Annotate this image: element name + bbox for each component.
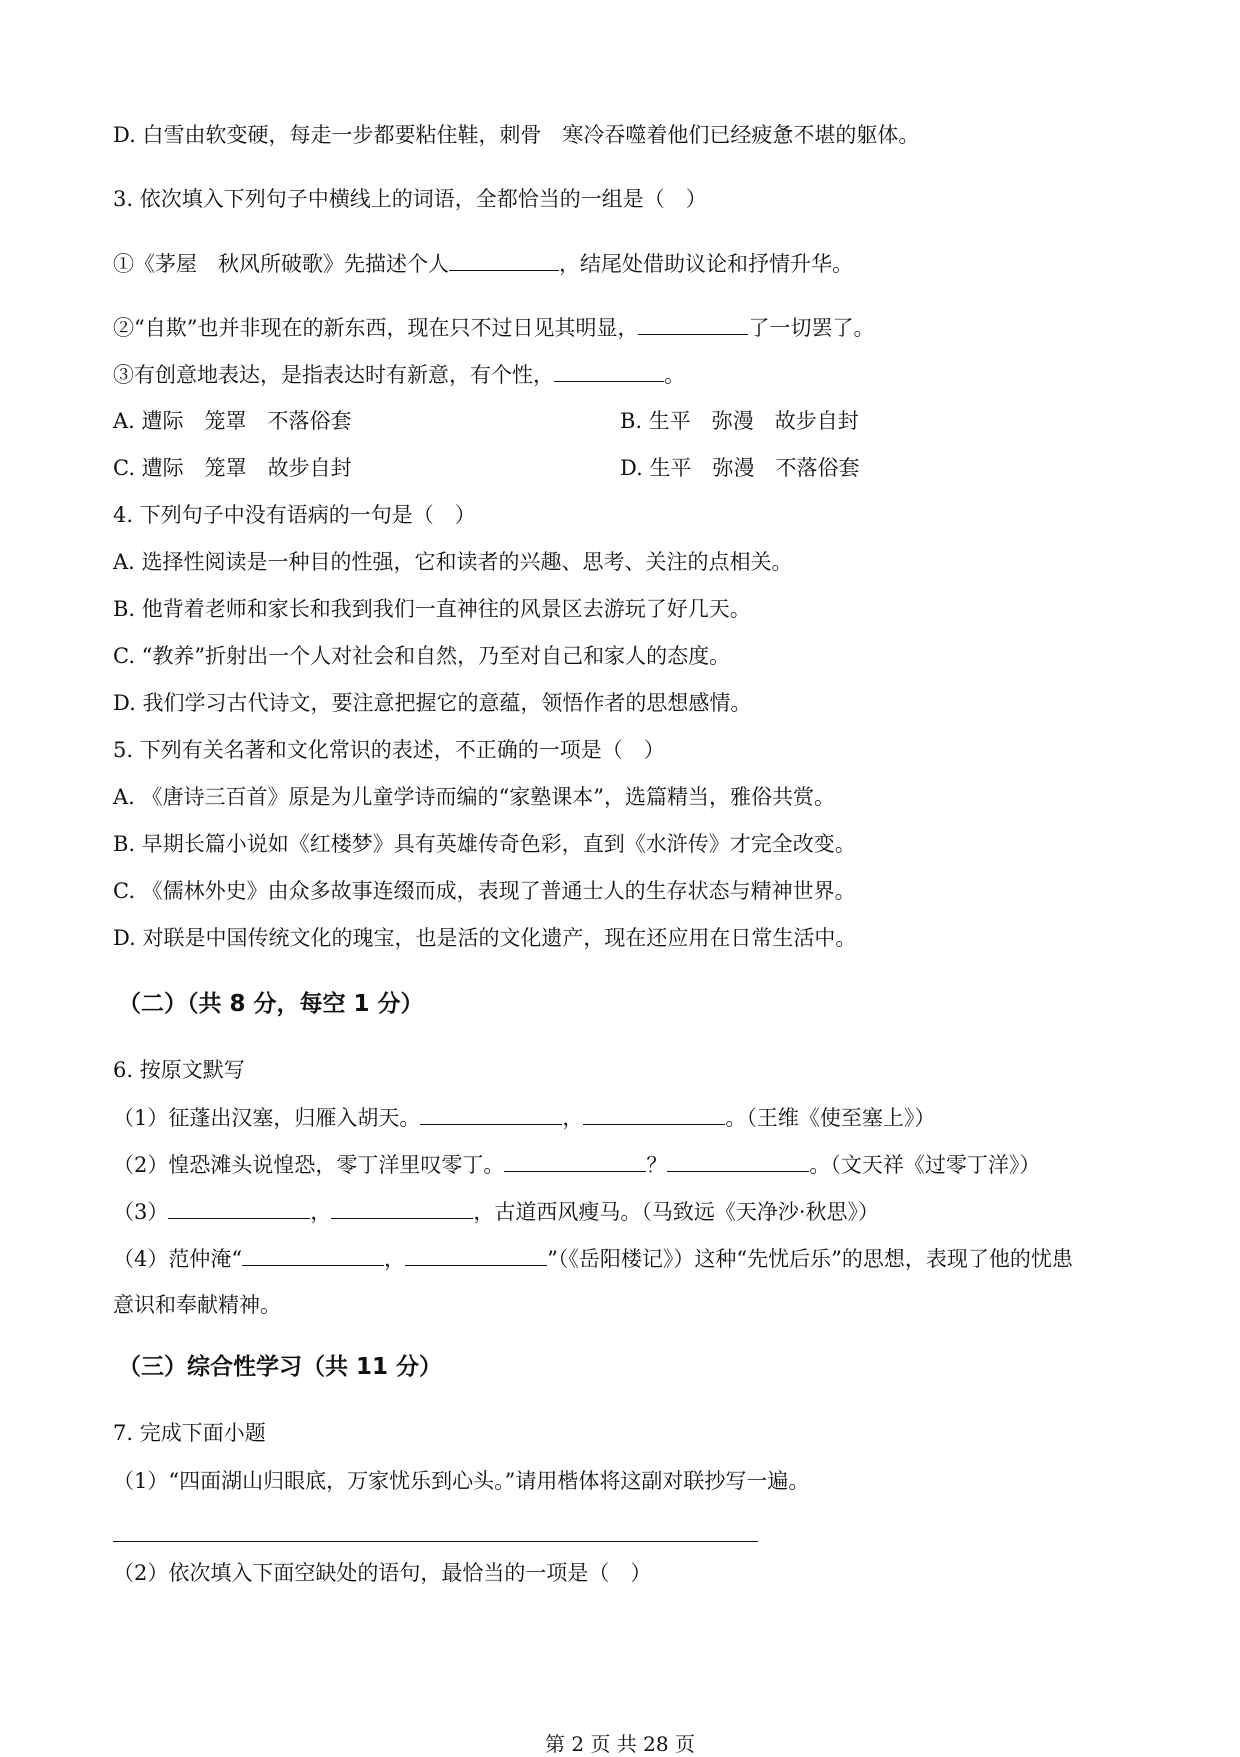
q3-option-b: B. 生平 弥漫 故步自封 [620,409,859,433]
answer-blank[interactable] [554,359,664,382]
q3-s3-before: ③有创意地表达，是指表达时有新意，有个性， [113,363,554,387]
page-footer: 第 2 页 共 28 页 [545,1732,695,1756]
q6-item-4 [113,1243,1073,1274]
q6-2-prompt: （2）惶恐滩头说惶恐，零丁洋里叹零丁。 [113,1153,505,1177]
answer-line[interactable] [113,1541,758,1542]
q3-sentence-3 [113,359,685,390]
answer-blank[interactable] [583,1102,725,1125]
q6-2-source: 。（文天祥《过零丁洋》） [809,1153,1041,1177]
q4-stem: 4. 下列句子中没有语病的一句是（ ） [113,503,476,527]
answer-blank[interactable] [168,1196,310,1219]
answer-blank[interactable] [667,1149,809,1172]
q3-option-d: D. 生平 弥漫 不落俗套 [620,456,860,480]
q3-s2-before: ②“自欺”也并非现在的新东西，现在只不过日见其明显， [113,316,639,340]
answer-blank[interactable] [242,1243,384,1266]
q5-option-d: D. 对联是中国传统文化的瑰宝，也是活的文化遗产，现在还应用在日常生活中。 [113,926,857,950]
q6-4-source: ”（《岳阳楼记》）这种“先忧后乐”的思想，表现了他的忧患 [547,1247,1073,1271]
q6-3-source: ，古道西风瘦马。（马致远《天净沙·秋思》） [473,1200,880,1224]
q6-1-source: 。（王维《使至塞上》） [725,1106,936,1130]
answer-blank[interactable] [638,312,748,335]
q7-part-2: （2）依次填入下面空缺处的语句，最恰当的一项是（ ） [113,1561,652,1585]
answer-blank[interactable] [449,248,559,271]
q7-stem: 7. 完成下面小题 [113,1421,266,1445]
answer-blank[interactable] [504,1149,646,1172]
q3-option-c: C. 遭际 笼罩 故步自封 [113,456,352,480]
q5-stem: 5. 下列有关名著和文化常识的表述，不正确的一项是（ ） [113,738,665,762]
q6-1-sep: ， [562,1106,584,1130]
q3-stem: 3. 依次填入下列句子中横线上的词语，全都恰当的一组是（ ） [113,187,707,211]
q3-sentence-2 [113,312,874,343]
q6-item-3 [113,1196,879,1227]
q6-item-2 [113,1149,1040,1180]
q4-option-c: C. “教养”折射出一个人对社会和自然，乃至对自己和家人的态度。 [113,644,731,668]
q6-4-prompt: （4）范仲淹“ [113,1247,243,1271]
q5-option-a: A. 《唐诗三百首》原是为儿童学诗而编的“家塾课本”，选篇精当，雅俗共赏。 [113,785,835,809]
q3-s1-after: ，结尾处借助议论和抒情升华。 [559,252,853,276]
section-2-heading: （二）（共 8 分，每空 1 分） [118,991,424,1017]
q6-1-prompt: （1）征蓬出汉塞，归雁入胡天。 [113,1106,421,1130]
answer-blank[interactable] [405,1243,547,1266]
q6-item-4-continued: 意识和奉献精神。 [113,1293,281,1317]
q3-s2-after: 了一切罢了。 [748,316,875,340]
q5-option-c: C. 《儒林外史》由众多故事连缀而成，表现了普通士人的生存状态与精神世界。 [113,879,856,903]
q5-option-b: B. 早期长篇小说如《红楼梦》具有英雄传奇色彩，直到《水浒传》才完全改变。 [113,832,856,856]
q3-option-a: A. 遭际 笼罩 不落俗套 [113,409,352,433]
q2-option-d: D. 白雪由软变硬，每走一步都要粘住鞋，刺骨 寒冷吞噬着他们已经疲惫不堪的躯体。 [113,123,920,147]
q3-s1-before: ①《茅屋 秋风所破歌》先描述个人 [113,252,449,276]
q6-3-sep: ， [310,1200,332,1224]
q3-s3-after: 。 [664,363,685,387]
q6-3-prompt: （3） [113,1200,169,1224]
q6-item-1 [113,1102,935,1133]
q4-option-d: D. 我们学习古代诗文，要注意把握它的意蕴，领悟作者的思想感情。 [113,691,752,715]
q3-sentence-1 [113,248,853,279]
q4-option-b: B. 他背着老师和家长和我到我们一直神往的风景区去游玩了好几天。 [113,597,751,621]
answer-blank[interactable] [420,1102,562,1125]
section-3-heading: （三）综合性学习（共 11 分） [118,1354,443,1380]
q7-part-1: （1）“四面湖山归眼底，万家忧乐到心头。”请用楷体将这副对联抄写一遍。 [113,1469,810,1493]
q6-2-sep: ？ [646,1153,668,1177]
answer-blank[interactable] [331,1196,473,1219]
q6-4-sep: ， [384,1247,406,1271]
q4-option-a: A. 选择性阅读是一种目的性强，它和读者的兴趣、思考、关注的点相关。 [113,550,793,574]
q6-stem: 6. 按原文默写 [113,1058,245,1082]
